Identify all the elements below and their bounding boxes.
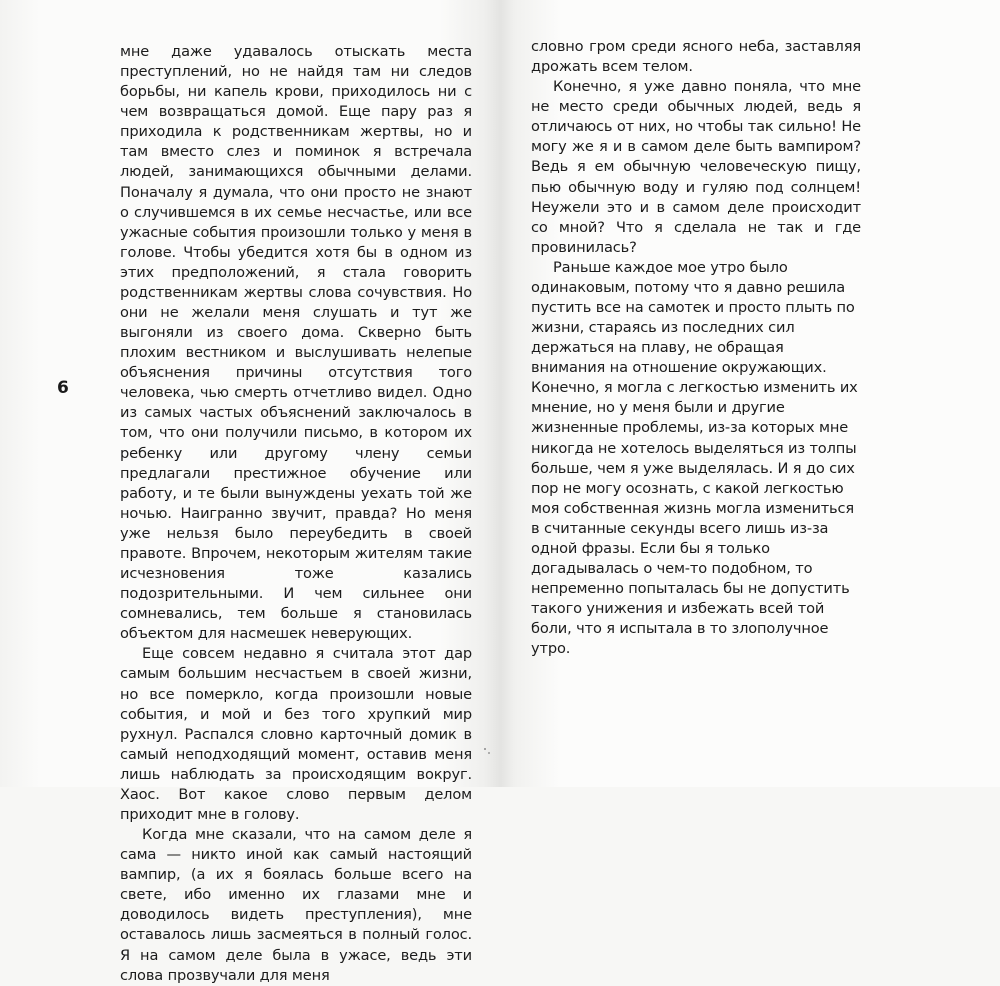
print-speck	[484, 748, 486, 750]
left-page	[0, 0, 500, 984]
right-page-text	[531, 37, 861, 659]
right-paragraph-2: Конечно, я уже давно поняла, что мне не место среди обычных людей, ведь я отличаюсь от них, но чтобы так сильно! Не могу же я и в самом деле быть вампиром? Ведь я ем обычную человеческую пищу, пью обычную воду и гуляю под солнцем! Неужели это и в самом деле происходит со мной? Что я сделала не так и где провинилась?	[531, 78, 861, 256]
right-paragraph-1: словно гром среди ясного неба, заставляя дрожать всем телом.	[531, 38, 861, 76]
page-number: 6	[57, 378, 69, 398]
left-paragraph-3: Когда мне сказали, что на самом деле я сама — никто иной как самый настоящий вампир, (а их я боялась больше всего на свете, ибо именно их глазами мне и доводилось видеть преступления), мне оставалось лишь засмеяться в полный голос. Я на самом деле была в ужасе, ведь эти слова прозвучали для меня	[120, 826, 472, 984]
right-page	[500, 0, 1000, 787]
right-paragraph-3: Раньше каждое мое утро было одинаковым, потому что я давно решила пустить все на самотек и просто плыть по жизни, стараясь из последних сил держаться на плаву, не обращая внимания на отношение окружающих. Конечно, я могла с легкостью изменить их мнение, но у меня были и другие жизненные проблемы, из-за которых мне никогда не хотелось выделяться из толпы больше, чем я уже выделялась. И я до сих пор не могу осознать, с какой легкостью моя собственная жизнь могла измениться в считанные секунды всего лишь из-за одной фразы. Если бы я только догадывалась о чем-то подобном, то непременно попыталась бы не допустить такого унижения и избежать всей той боли, что я испытала в то злополучное утро.	[531, 258, 858, 658]
left-paragraph-1: мне даже удавалось отыскать места преступлений, но не найдя там ни следов борьбы, ни капель крови, приходилось ни с чем возвращаться домой. Еще пару раз я приходила к родственникам жертвы, но и там вместо слез и поминок я встречала людей, занимающихся обычными делами. Поначалу я думала, что они просто не знают о случившемся в их семье несчастье, или все ужасные события произошли только у меня в голове. Чтобы убедится хотя бы в одном из этих предположений, я стала говорить родственникам жертвы слова сочувствия. Но они не желали меня слушать и тут же выгоняли из своего дома. Скверно быть плохим вестником и выслушивать нелепые объяснения причины отсутствия того человека, чью смерть отчетливо видел. Одно из самых частых объяснений заключалось в том, что они получили письмо, в котором их ребенку или другому члену семьи предлагали престижное обучение или работу, и те были вынуждены уехать той же ночью. Наигранно звучит, правда? Но меня уже нельзя было переубедить в своей правоте. Впрочем, некоторым жителям такие исчезновения тоже казались подозрительными. И чем сильнее они сомневались, тем больше я становилась объектом для насмешек неверующих.	[120, 43, 472, 643]
left-paragraph-2: Еще совсем недавно я считала этот дар самым большим несчастьем в своей жизни, но все померкло, когда произошли новые события, и мой и без того хрупкий мир рухнул. Распался словно карточный домик в самый неподходящий момент, оставив меня лишь наблюдать за происходящим вокруг. Хаос. Вот какое слово первым делом приходит мне в голову.	[120, 645, 472, 823]
print-speck	[488, 752, 490, 754]
left-page-text	[120, 42, 472, 986]
